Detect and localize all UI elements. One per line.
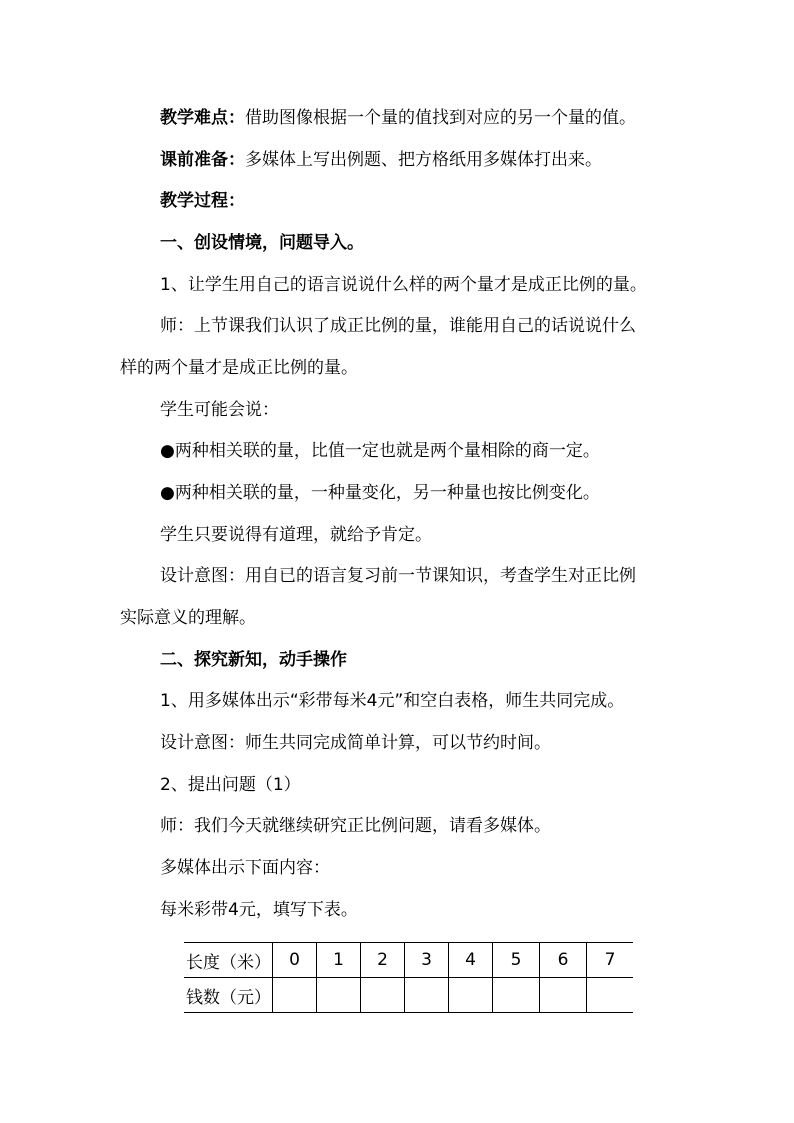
cost-cell-empty[interactable] [317,978,361,1013]
section1-paragraph-2b: 样的两个量才是成正比例的量。 [120,358,358,378]
section2-paragraph-4: 师：我们今天就继续研究正比例问题，请看多媒体。 [160,816,551,836]
cost-cell-empty[interactable] [493,978,540,1013]
section2-paragraph-1: 1、用多媒体出示“彩带每米4元”和空白表格，师生共同完成。 [160,691,625,711]
length-cell: 7 [587,943,634,978]
bullet-item-2: ●两种相关联的量，一种量变化，另一种量也按比例变化。 [160,483,600,503]
length-cell: 6 [540,943,587,978]
cost-cell-empty[interactable] [361,978,405,1013]
section2-paragraph-2: 设计意图：师生共同完成简单计算，可以节约时间。 [160,733,551,753]
section2-paragraph-5: 多媒体出示下面内容： [160,858,330,878]
cost-cell-empty[interactable] [587,978,634,1013]
section1-paragraph-1: 1、让学生用自己的语言说说什么样的两个量才是成正比例的量。 [160,275,647,295]
section1-title: 一、创设情境，问题导入。 [160,233,364,253]
length-cell: 2 [361,943,405,978]
length-cell: 1 [317,943,361,978]
section1-paragraph-4: 学生只要说得有道理，就给予肯定。 [160,525,432,545]
cost-cell-empty[interactable] [273,978,317,1013]
length-cell: 5 [493,943,540,978]
section1-paragraph-3: 学生可能会说： [160,400,279,420]
table-row [184,978,633,1013]
section2-paragraph-6: 每米彩带4元，填写下表。 [160,900,358,920]
section2-paragraph-3: 2、提出问题（1） [160,775,301,795]
section1-paragraph-5a: 设计意图：用自已的语言复习前一节课知识，考查学生对正比例 [160,566,636,586]
length-cell: 3 [405,943,449,978]
cost-cell-empty[interactable] [405,978,449,1013]
section1-paragraph-2a: 师：上节课我们认识了成正比例的量，谁能用自己的话说说什么 [160,316,636,336]
bullet-item-1: ●两种相关联的量，比值一定也就是两个量相除的商一定。 [160,441,600,461]
length-cell: 0 [273,943,317,978]
cost-cell-empty[interactable] [449,978,493,1013]
difficulty-line [160,108,636,128]
row-header-length: 长度（米） [184,943,273,978]
section2-title: 二、探究新知，动手操作 [160,650,347,670]
process-heading: 教学过程： [160,191,245,211]
difficulty-text: 借助图像根据一个量的值找到对应的另一个量的值。 [245,108,636,128]
preparation-label: 课前准备： [160,150,245,170]
difficulty-label: 教学难点： [160,108,245,128]
preparation-text: 多媒体上写出例题、把方格纸用多媒体打出来。 [245,150,602,170]
length-cell: 4 [449,943,493,978]
row-header-cost: 钱数（元） [184,978,273,1013]
preparation-line [160,150,602,170]
section1-paragraph-5b: 实际意义的理解。 [120,608,256,628]
table-row [184,943,633,978]
length-cost-table [184,942,633,1013]
cost-cell-empty[interactable] [540,978,587,1013]
